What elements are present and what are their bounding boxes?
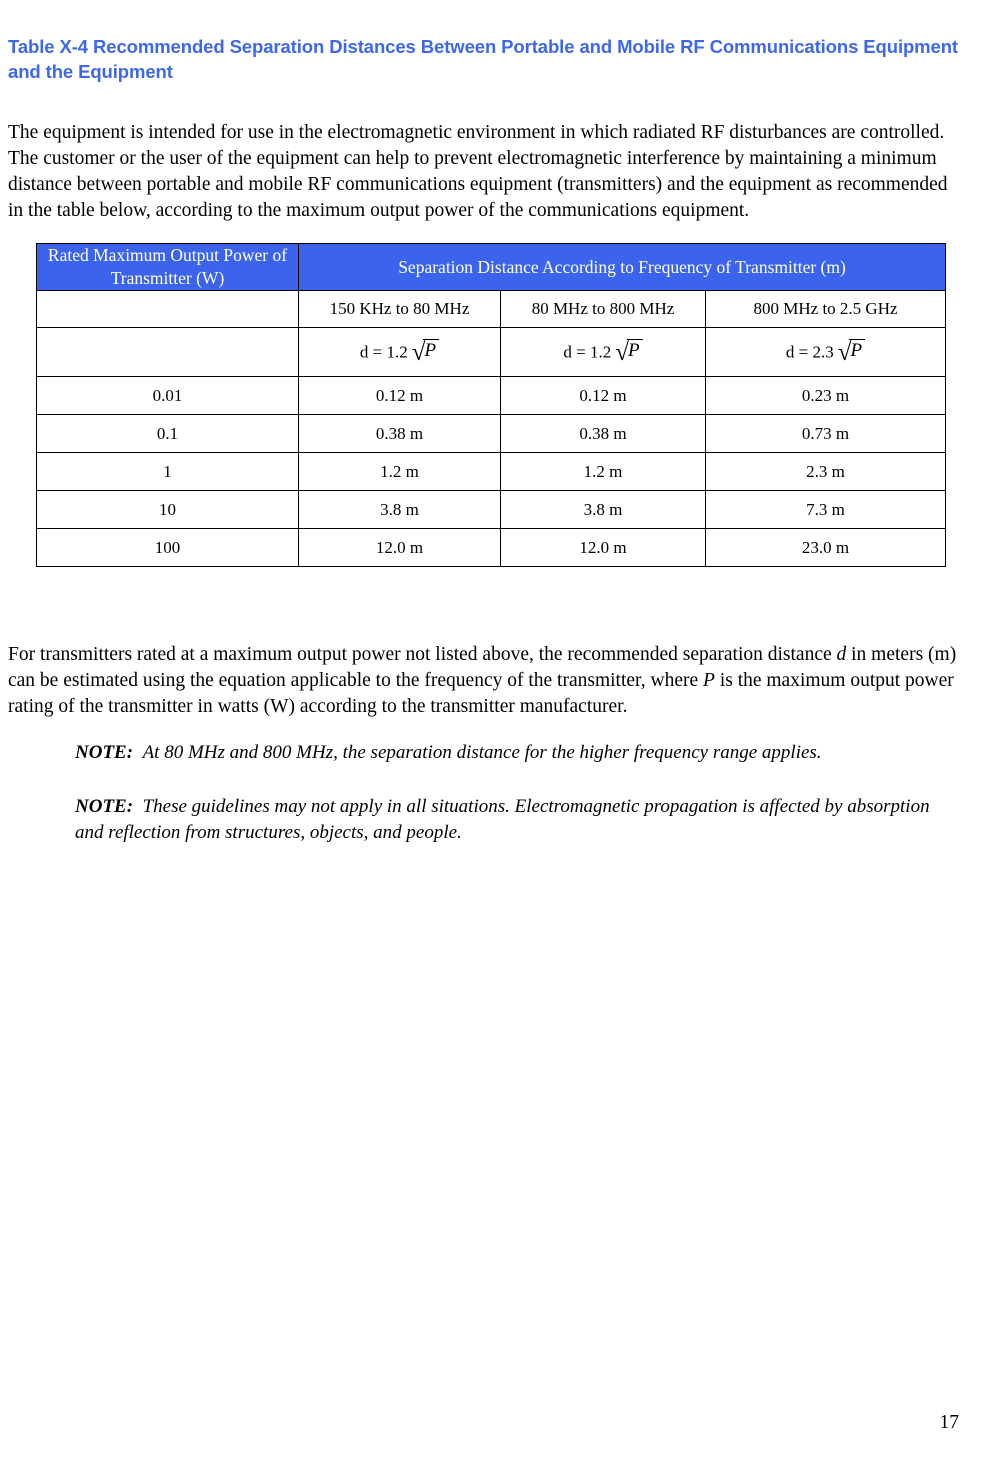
separation-distance-table: [36, 243, 946, 567]
table-row: [37, 415, 946, 453]
formula-coefficient-1: d = 1.2: [359, 342, 408, 362]
subheader-cell-blank: [37, 291, 299, 328]
variable-d: d: [836, 643, 847, 665]
formula-coefficient-3: d = 2.3: [785, 342, 834, 362]
cell-distance-3: 7.3 m: [706, 491, 946, 529]
cell-power: 0.1: [37, 415, 299, 453]
cell-distance-2: 3.8 m: [501, 491, 706, 529]
formula-radicand-3: P: [849, 339, 865, 360]
cell-distance-1: 0.12 m: [299, 377, 501, 415]
page-number: 17: [939, 1412, 959, 1433]
header-cell-separation-distance: Separation Distance According to Frequency of Transmitter (m): [299, 244, 946, 291]
variable-p: P: [703, 669, 715, 691]
subheader-cell-range-2: 80 MHz to 800 MHz: [501, 291, 706, 328]
cell-distance-2: 12.0 m: [501, 529, 706, 567]
sqrt-symbol-2: √P: [615, 339, 642, 365]
cell-distance-1: 12.0 m: [299, 529, 501, 567]
page-title: Table X-4 Recommended Separation Distances Between Portable and Mobile RF Communications Equipment and the Equipment: [8, 36, 958, 83]
table-subheader-row: [37, 291, 946, 328]
table-header-row: [37, 244, 946, 291]
cell-power: 0.01: [37, 377, 299, 415]
cell-distance-1: 3.8 m: [299, 491, 501, 529]
formula-cell-blank: [37, 328, 299, 377]
cell-distance-2: 1.2 m: [501, 453, 706, 491]
intro-paragraph: The equipment is intended for use in the electromagnetic environment in which radiated RF disturbances are controlled. The customer or the user of the equipment can help to prevent electromagnetic interference by maintaining a minimum distance between portable and mobile RF communications equipment (transmitters) and the equipment as recommended in the table below, according to the maximum output power of the communications equipment.: [8, 121, 948, 222]
cell-power: 10: [37, 491, 299, 529]
note-frequency-range: [75, 740, 955, 766]
formula-coefficient-2: d = 1.2: [563, 342, 612, 362]
formula-radicand-1: P: [423, 339, 439, 360]
subheader-cell-range-1: 150 KHz to 80 MHz: [299, 291, 501, 328]
formula-radicand-2: P: [627, 339, 643, 360]
table-formula-row: [37, 328, 946, 377]
paragraph-part-1: For transmitters rated at a maximum output power not listed above, the recommended separation distance: [8, 643, 837, 665]
cell-distance-2: 0.38 m: [501, 415, 706, 453]
header-cell-rated-power: Rated Maximum Output Power of Transmitter (W): [37, 244, 299, 291]
cell-distance-3: 0.23 m: [706, 377, 946, 415]
paragraph-part-3: is the maximum output power rating of the transmitter in watts (W) according to the transmitter manufacturer.: [8, 669, 954, 717]
formula-cell-3: [706, 328, 946, 377]
cell-distance-3: 0.73 m: [706, 415, 946, 453]
sqrt-symbol-1: √P: [412, 339, 439, 365]
formula-cell-1: [299, 328, 501, 377]
note-label: NOTE:: [75, 796, 134, 817]
table-row: [37, 453, 946, 491]
cell-power: 1: [37, 453, 299, 491]
cell-distance-3: 23.0 m: [706, 529, 946, 567]
cell-distance-1: 0.38 m: [299, 415, 501, 453]
cell-distance-2: 0.12 m: [501, 377, 706, 415]
cell-distance-1: 1.2 m: [299, 453, 501, 491]
paragraph-part-2: in meters (m) can be estimated using the equation applicable to the frequency of the transmitter, where: [8, 643, 957, 691]
table-row: [37, 377, 946, 415]
table-row: [37, 491, 946, 529]
explanatory-paragraph: [8, 642, 963, 721]
note-text: At 80 MHz and 800 MHz, the separation distance for the higher frequency range applies.: [142, 742, 822, 763]
note-label: NOTE:: [75, 742, 134, 763]
cell-power: 100: [37, 529, 299, 567]
cell-distance-3: 2.3 m: [706, 453, 946, 491]
note-text: These guidelines may not apply in all situations. Electromagnetic propagation is affected by absorption and reflection from structures, objects, and people.: [75, 796, 930, 843]
subheader-cell-range-3: 800 MHz to 2.5 GHz: [706, 291, 946, 328]
note-guidelines: [75, 794, 955, 846]
formula-cell-2: [501, 328, 706, 377]
table-row: [37, 529, 946, 567]
sqrt-symbol-3: √P: [838, 339, 865, 365]
